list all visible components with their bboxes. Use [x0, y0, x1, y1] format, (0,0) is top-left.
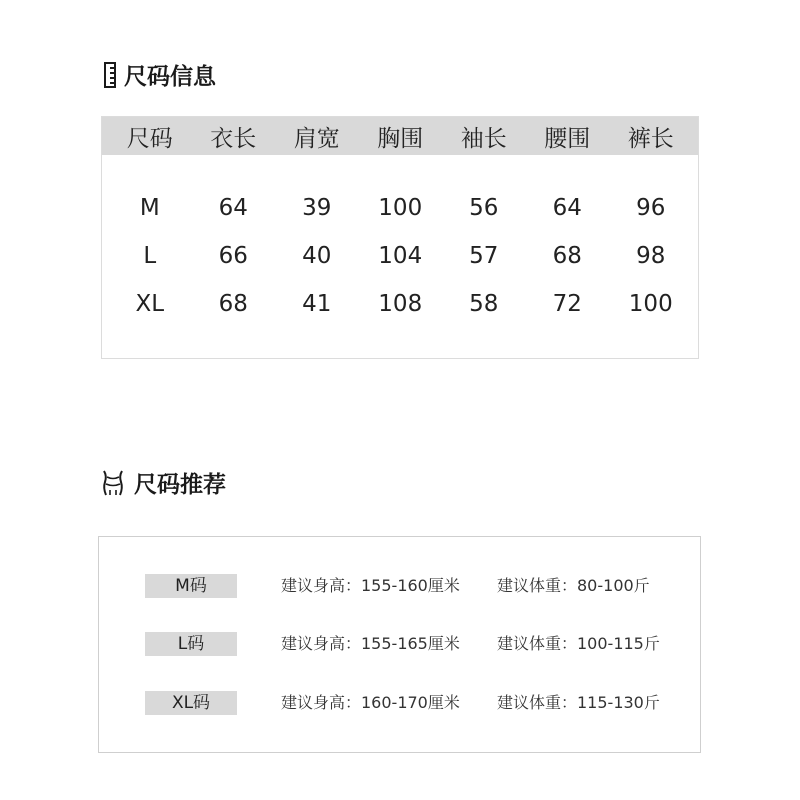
size-table	[101, 116, 699, 359]
size-info-title: 尺码信息	[124, 64, 216, 90]
table-row	[102, 232, 698, 280]
table-cell: 108	[378, 291, 423, 317]
header-cell: 裤长	[627, 125, 674, 152]
table-row	[102, 280, 698, 328]
table-body	[102, 155, 698, 328]
weight-recommendation: 建议体重：115-130斤	[497, 693, 660, 712]
table-cell: 64	[552, 195, 582, 221]
ruler-icon	[104, 62, 116, 88]
weight-recommendation: 建议体重：100-115斤	[497, 634, 660, 653]
table-row	[102, 184, 698, 232]
recommendation-row	[99, 632, 700, 658]
table-cell: L	[143, 243, 157, 269]
table-cell: 100	[628, 291, 673, 317]
size-recommendation-heading	[100, 466, 226, 499]
table-cell: 68	[552, 243, 582, 269]
body-figure-icon	[100, 469, 126, 497]
size-badge: XL码	[145, 691, 237, 715]
table-cell: 40	[302, 243, 332, 269]
table-cell: 56	[469, 195, 499, 221]
table-cell: 72	[552, 291, 582, 317]
table-cell: 100	[378, 195, 423, 221]
size-recommendation-title: 尺码推荐	[134, 472, 226, 498]
table-cell: 68	[218, 291, 248, 317]
table-cell: 41	[302, 291, 332, 317]
height-recommendation: 建议身高：155-160厘米	[281, 576, 460, 595]
header-cell: 衣长	[210, 125, 257, 152]
header-cell: 胸围	[377, 125, 424, 152]
table-cell: XL	[135, 291, 165, 317]
size-recommendation-box	[98, 536, 701, 753]
size-badge: M码	[145, 574, 237, 598]
table-cell: 96	[636, 195, 666, 221]
size-badge: L码	[145, 632, 237, 656]
header-cell: 肩宽	[293, 125, 340, 152]
table-cell: 39	[302, 195, 332, 221]
table-cell: M	[139, 195, 160, 221]
table-cell: 58	[469, 291, 499, 317]
header-cell: 袖长	[460, 125, 507, 152]
height-recommendation: 建议身高：155-165厘米	[281, 634, 460, 653]
recommendation-row	[99, 691, 700, 717]
table-cell: 64	[218, 195, 248, 221]
table-cell: 104	[378, 243, 423, 269]
table-cell: 66	[218, 243, 248, 269]
table-header	[102, 117, 698, 155]
header-cell: 尺码	[126, 125, 173, 152]
weight-recommendation: 建议体重：80-100斤	[497, 576, 650, 595]
recommendation-row	[99, 574, 700, 600]
size-info-heading	[104, 58, 216, 91]
height-recommendation: 建议身高：160-170厘米	[281, 693, 460, 712]
header-cell: 腰围	[544, 125, 591, 152]
table-cell: 57	[469, 243, 499, 269]
table-cell: 98	[636, 243, 666, 269]
